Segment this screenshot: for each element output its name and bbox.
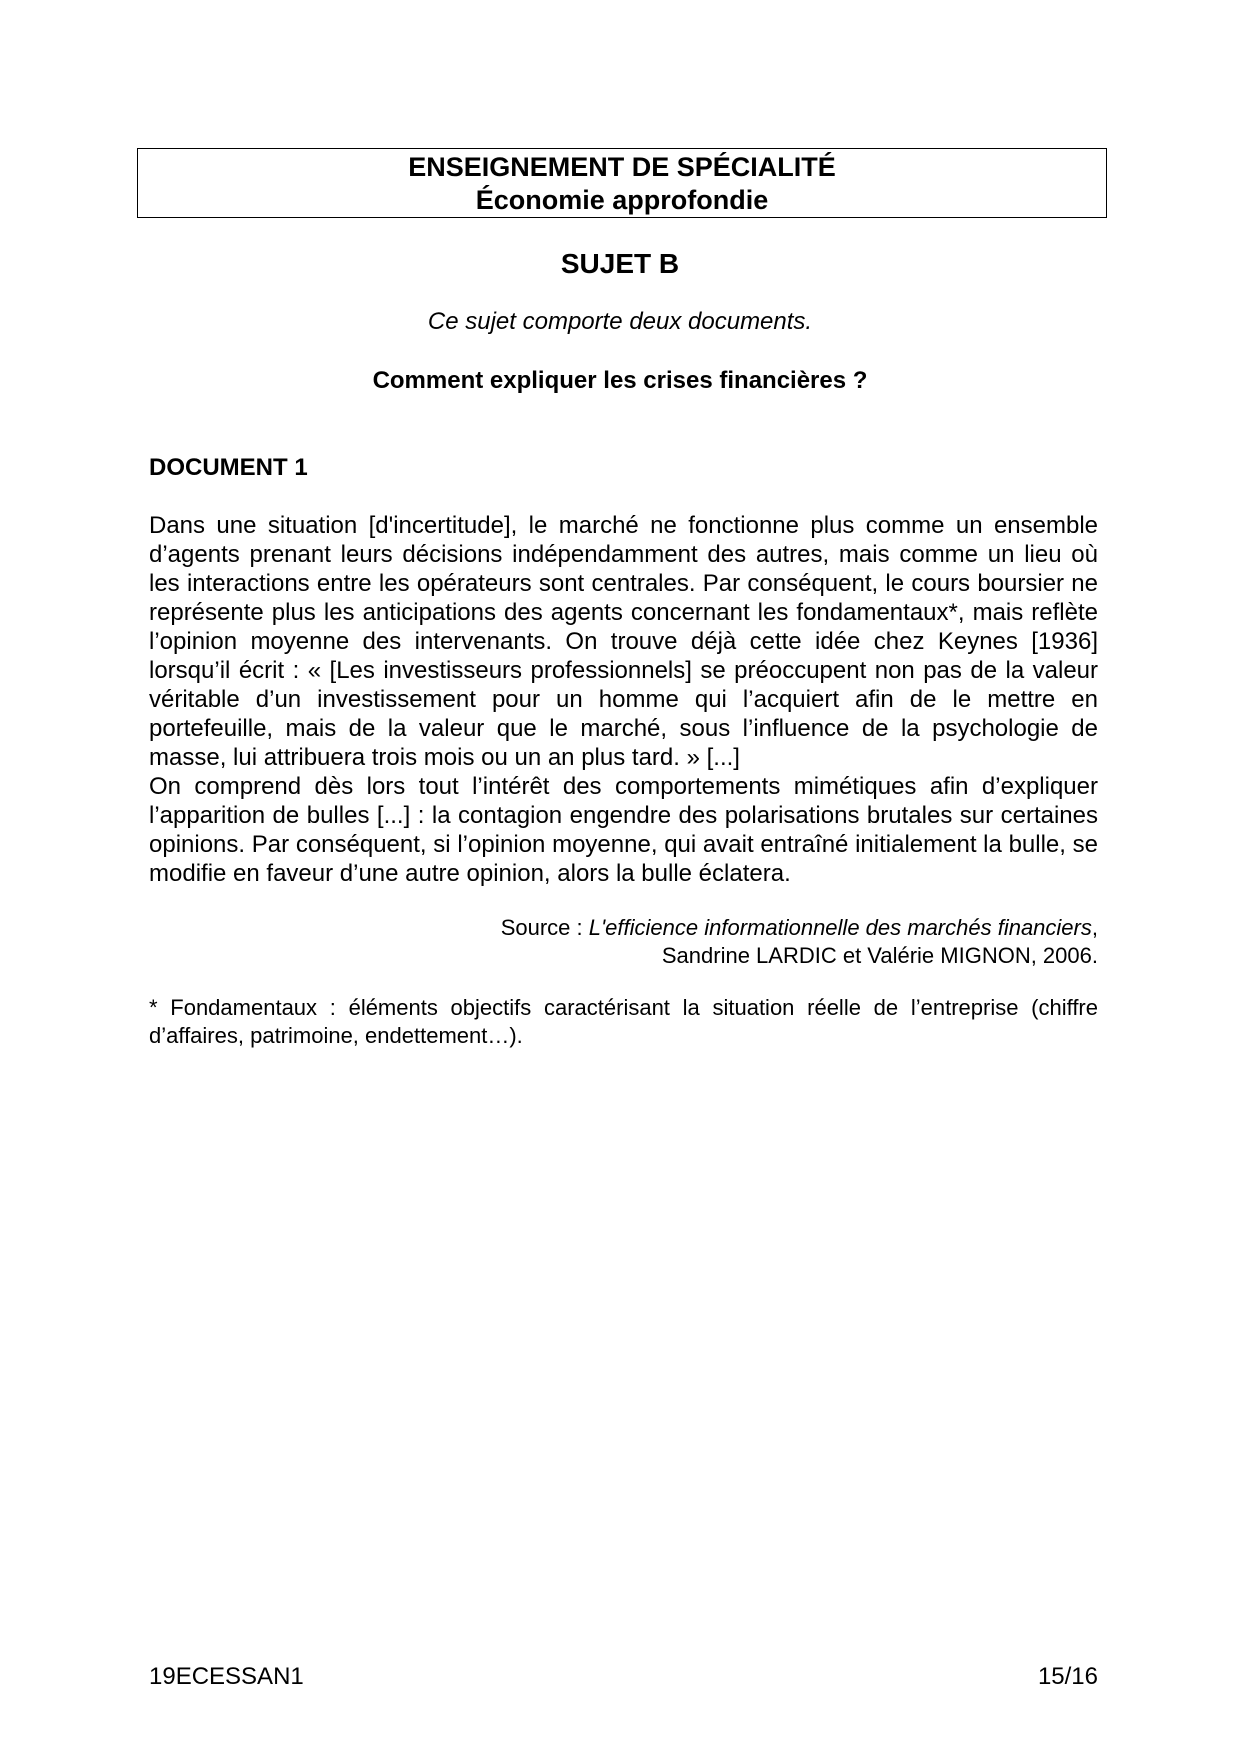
paragraph: Dans une situation [d'incertitude], le marché ne fonctionne plus comme un ensemble d’agents prenant leurs décisions indépendamment des autres, mais comme un lieu où les interactions entre les opérateurs sont centrales. Par conséquent, le cours boursier ne représente plus les anticipations des agents concernant les fondamentaux*, mais reflète l’opinion moyenne des intervenants. On trouve déjà cette idée chez Keynes [1936] lorsqu’il écrit : « [Les investisseurs professionnels] se préoccupent non pas de la valeur véritable d’un investissement pour un homme qui l’acquiert afin de le mettre en portefeuille, mais de la valeur que le marché, sous l’influence de la psychologie de masse, lui attribuera trois mois ou un an plus tard. » [...] <box>149 512 1098 771</box>
header-box <box>137 148 1107 218</box>
source-comma: , <box>1091 915 1098 940</box>
subject-title: SUJET B <box>560 248 680 279</box>
paragraph: On comprend dès lors tout l’intérêt des comportements mimétiques afin d’expliquer l’apparition de bulles [...] : la contagion engendre des polarisations brutales sur certaines opinions. Par conséquent, si l’opinion moyenne, qui avait entraîné initialement la bulle, se modifie en faveur d’une autre opinion, alors la bulle éclatera. <box>149 773 1098 887</box>
intro-text: Ce sujet comporte deux documents. <box>427 308 813 335</box>
footer-code: 19ECESSAN1 <box>149 1663 304 1690</box>
source-title: L'efficience informationnelle des marchés financiers <box>588 915 1092 940</box>
source-authors: Sandrine LARDIC et Valérie MIGNON, 2006. <box>661 943 1098 968</box>
footnote: * Fondamentaux : éléments objectifs caractérisant la situation réelle de l’entreprise (chiffre d’affaires, patrimoine, endettement…). <box>149 995 1098 1048</box>
header-title: ENSEIGNEMENT DE SPÉCIALITÉ <box>408 152 836 182</box>
source-citation <box>501 914 1098 970</box>
question-text: Comment expliquer les crises financières ? <box>372 367 868 394</box>
document-title: DOCUMENT 1 <box>149 454 308 481</box>
source-prefix: Source : <box>500 915 589 940</box>
page-number: 15/16 <box>1037 1663 1098 1690</box>
header-subtitle: Économie approfondie <box>475 185 769 215</box>
document-body <box>149 511 1098 888</box>
